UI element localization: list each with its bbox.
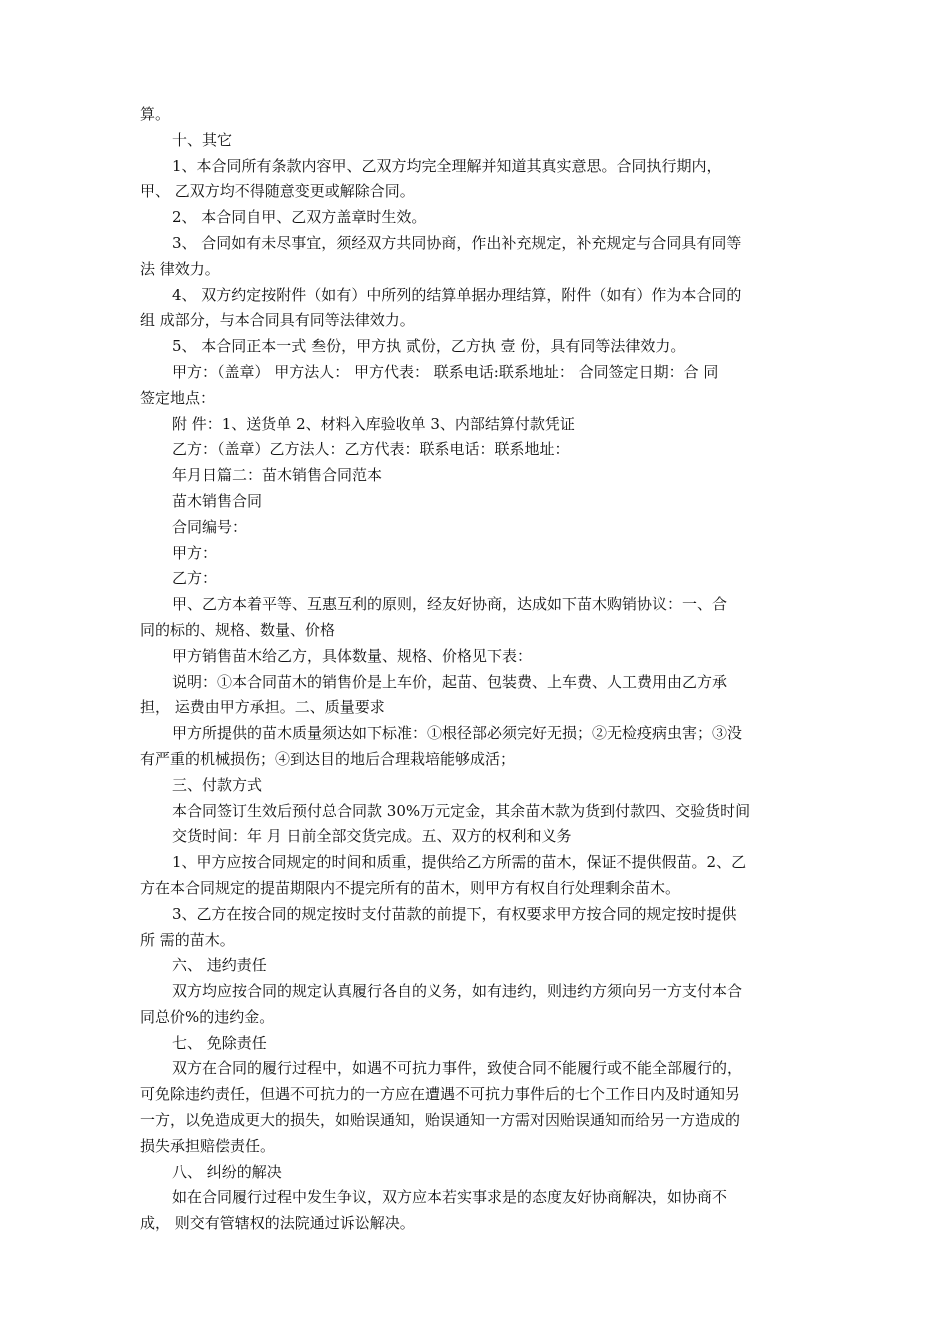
text-line: 本合同签订生效后预付总合同款 30%万元定金，其余苗木款为货到付款四、交验货时间 xyxy=(172,801,751,820)
section-heading: 八、 纠纷的解决 xyxy=(172,1162,282,1181)
text-line: 双方在合同的履行过程中，如遇不可抗力事件，致使合同不能履行或不能全部履行的， xyxy=(172,1059,743,1078)
text-line: 乙方：（盖章）乙方法人：乙方代表：联系电话：联系地址： xyxy=(172,440,570,459)
text-line: 损失承担赔偿责任。 xyxy=(140,1136,276,1155)
text-line: 甲、 乙双方均不得随意变更或解除合同。 xyxy=(140,182,415,201)
section-heading: 十、其它 xyxy=(172,130,233,149)
text-line: 担， 运费由甲方承担。二、质量要求 xyxy=(140,698,385,717)
text-line: 成， 则交有管辖权的法院通过诉讼解决。 xyxy=(140,1214,415,1233)
text-line: 5、 本合同正本一式 叁份，甲方执 贰份，乙方执 壹 份，具有同等法律效力。 xyxy=(172,337,686,356)
text-line: 附 件：1、送货单 2、材料入库验收单 3、内部结算付款凭证 xyxy=(172,414,575,433)
text-line: 有严重的机械损伤；④到达目的地后合理栽培能够成活； xyxy=(140,749,516,768)
text-line: 一方，以免造成更大的损失，如贻误通知，贻误通知一方需对因贻误通知而给另一方造成的 xyxy=(140,1111,741,1130)
document-body xyxy=(140,102,822,1237)
section-heading: 三、付款方式 xyxy=(172,775,263,794)
text-line: 合同编号： xyxy=(172,517,248,536)
text-line: 甲方所提供的苗木质量须达如下标准：①根径部必须完好无损；②无检疫病虫害；③没 xyxy=(172,724,743,743)
text-line: 法 律效力。 xyxy=(140,259,220,278)
text-line: 2、 本合同自甲、乙双方盖章时生效。 xyxy=(172,208,427,227)
text-line: 交货时间：年 月 日前全部交货完成。五、双方的权利和义务 xyxy=(172,827,572,846)
text-line: 年月日篇二：苗木销售合同范本 xyxy=(172,466,383,485)
section-heading: 七、 免除责任 xyxy=(172,1033,267,1052)
text-line: 3、乙方在按合同的规定按时支付苗款的前提下，有权要求甲方按合同的规定按时提供 xyxy=(172,904,737,923)
text-line: 3、 合同如有未尽事宜，须经双方共同协商，作出补充规定，补充规定与合同具有同等 xyxy=(172,233,742,252)
text-line: 组 成部分，与本合同具有同等法律效力。 xyxy=(140,311,415,330)
text-line: 甲方：（盖章） 甲方法人： 甲方代表： 联系电话:联系地址： 合同签定日期：合 同 xyxy=(172,362,719,381)
text-line: 同总价%的违约金。 xyxy=(140,1007,275,1026)
text-line: 说明：①本合同苗木的销售价是上车价，起苗、包装费、上车费、人工费用由乙方承 xyxy=(172,672,728,691)
text-line: 甲、乙方本着平等、互惠互利的原则，经友好协商，达成如下苗木购销协议：一、合 xyxy=(172,595,728,614)
text-line: 甲方： xyxy=(172,543,218,562)
text-line: 如在合同履行过程中发生争议，双方应本若实事求是的态度友好协商解决，如协商不 xyxy=(172,1188,728,1207)
text-line: 1、甲方应按合同规定的时间和质重，提供给乙方所需的苗木，保证不提供假苗。2、乙 xyxy=(172,853,747,872)
text-line: 可免除违约责任，但遇不可抗力的一方应在遭遇不可抗力事件后的七个工作日内及时通知另 xyxy=(140,1085,741,1104)
text-line: 1、本合同所有条款内容甲、乙双方均完全理解并知道其真实意思。合同执行期内， xyxy=(172,156,722,175)
section-heading: 六、 违约责任 xyxy=(172,956,267,975)
text-line: 4、 双方约定按附件（如有）中所列的结算单据办理结算，附件（如有）作为本合同的 xyxy=(172,285,742,304)
text-line: 乙方： xyxy=(172,569,218,588)
text-line: 同的标的、规格、数量、价格 xyxy=(140,620,336,639)
text-line: 签定地点： xyxy=(140,388,216,407)
contract-title: 苗木销售合同 xyxy=(172,491,263,510)
text-line: 双方均应按合同的规定认真履行各自的义务，如有违约，则违约方须向另一方支付本合 xyxy=(172,982,743,1001)
text-line: 算。 xyxy=(140,105,171,123)
text-line: 所 需的苗木。 xyxy=(140,930,235,949)
text-line: 甲方销售苗木给乙方，具体数量、规格、价格见下表： xyxy=(172,646,533,665)
text-line: 方在本合同规定的提苗期限内不提完所有的苗木，则甲方有权自行处理剩余苗木。 xyxy=(140,878,681,897)
